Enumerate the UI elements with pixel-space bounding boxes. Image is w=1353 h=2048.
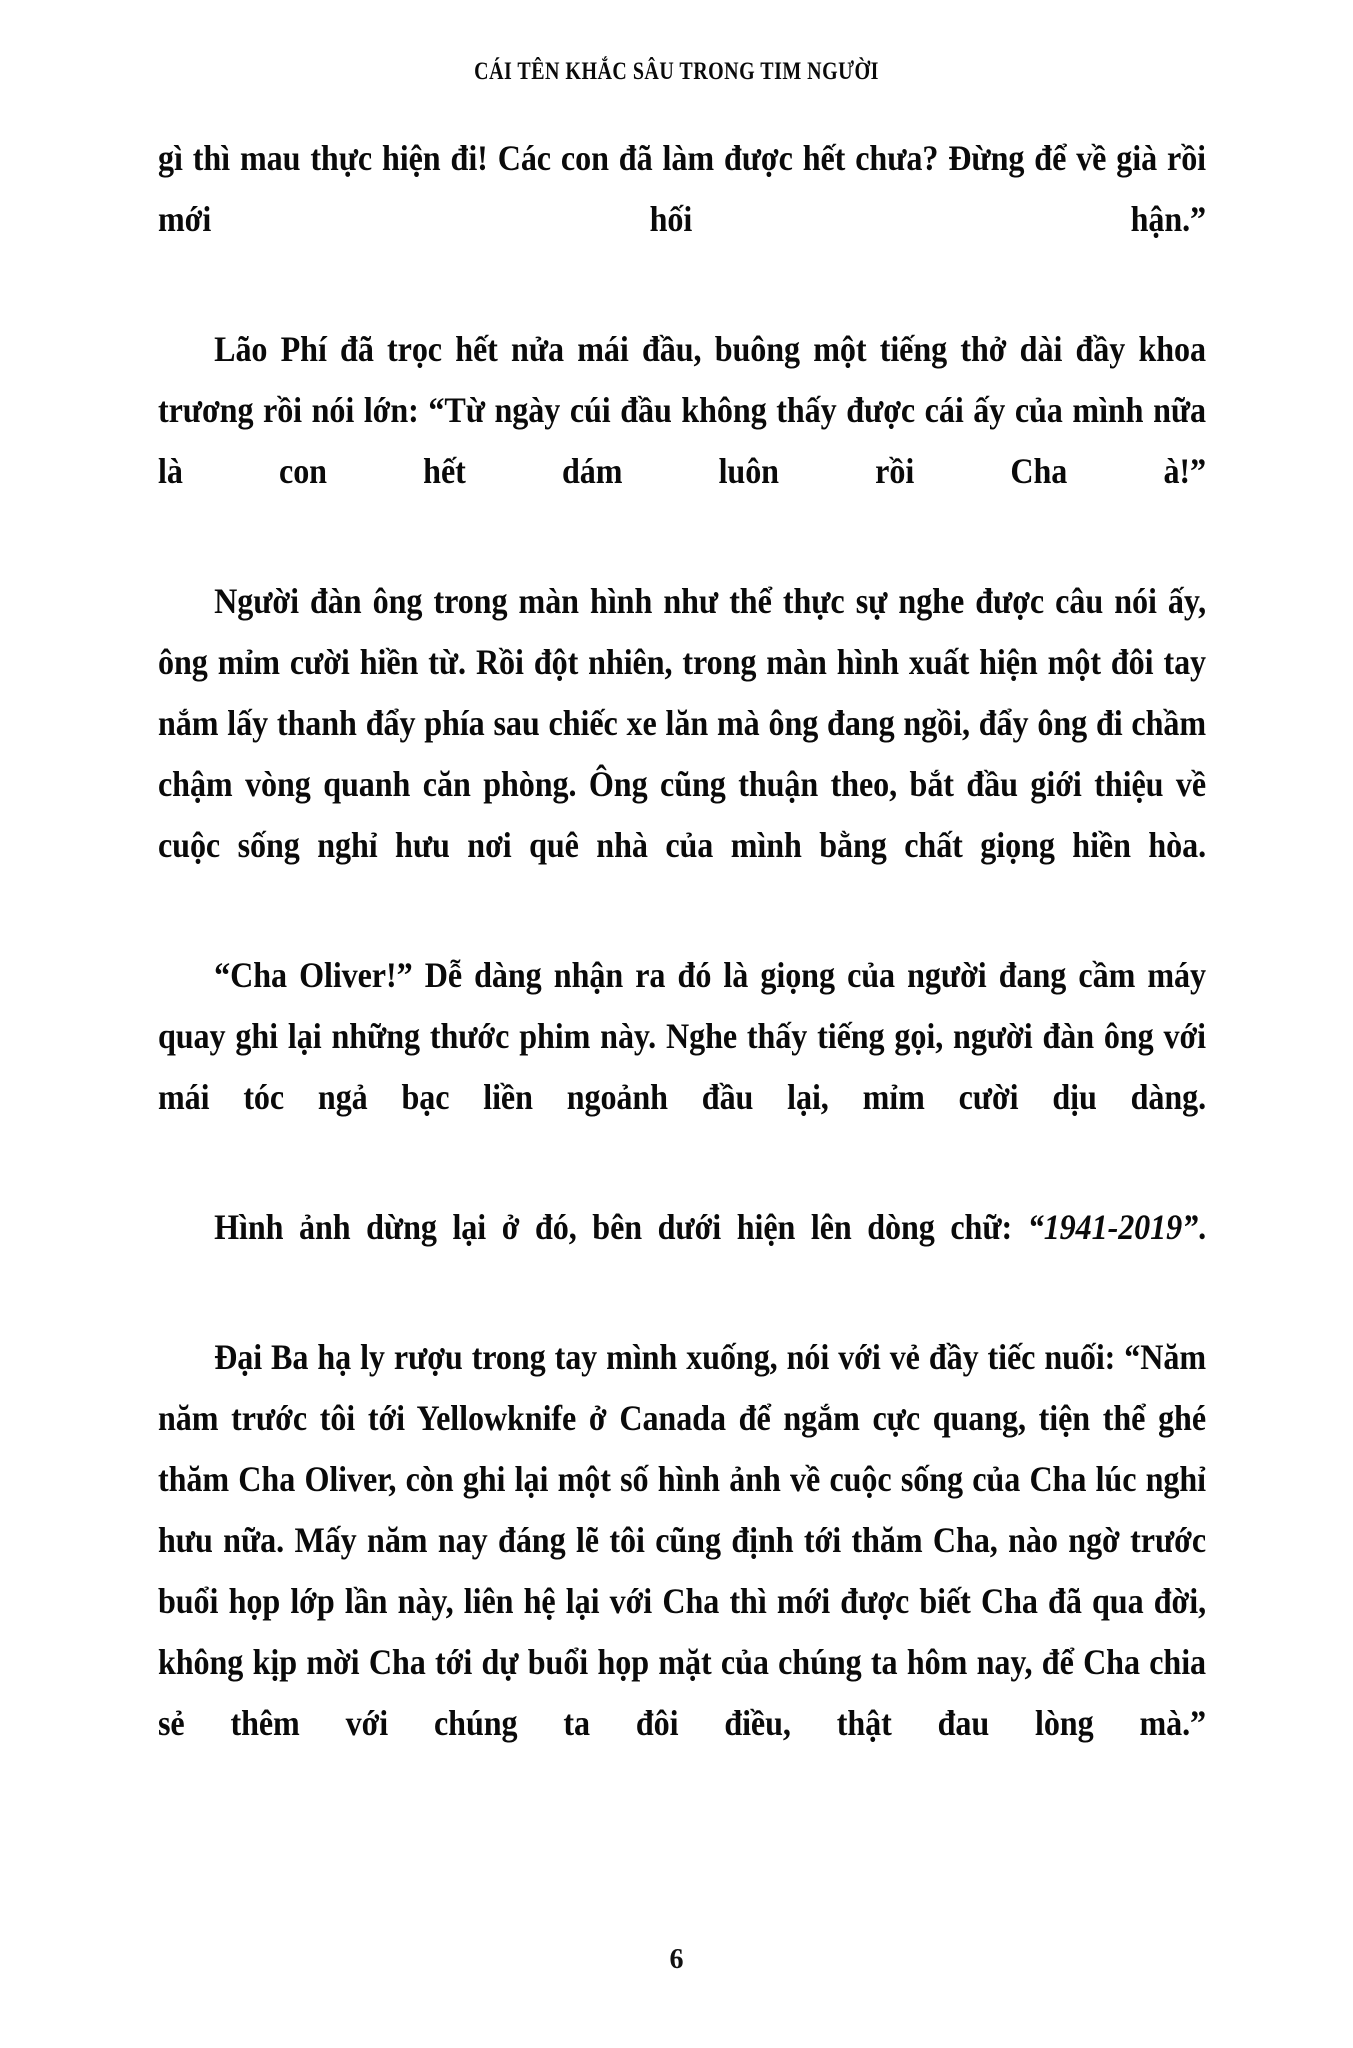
- body-text-block: [158, 128, 1206, 1815]
- page-number: 6: [669, 1944, 684, 1975]
- film-date-caption: “1941-2019”: [1027, 1207, 1199, 1247]
- running-head: CÁI TÊN KHẮC SÂU TRONG TIM NGƯỜI: [474, 58, 879, 85]
- paragraph-1: gì thì mau thực hiện đi! Các con đã làm được hết chưa? Đừng để về già rồi mới hối hận.”: [158, 138, 1207, 239]
- paragraph-3: Người đàn ông trong màn hình như thể thực sự nghe được câu nói ấy, ông mỉm cười hiền từ. Rồi đột nhiên, trong màn hình xuất hiện một đôi tay nắm lấy thanh đẩy phía sau chiếc xe lăn mà ông đang ngồi, đẩy ông đi chầm chậm vòng quanh căn phòng. Ông cũng thuận theo, bắt đầu giới thiệu về cuộc sống nghỉ hưu nơi quê nhà của mình bằng chất giọng hiền hòa.: [158, 581, 1207, 865]
- paragraph-5-tail: .: [1198, 1207, 1207, 1247]
- paragraph-4: “Cha Oliver!” Dễ dàng nhận ra đó là giọng của người đang cầm máy quay ghi lại những thước phim này. Nghe thấy tiếng gọi, người đàn ông với mái tóc ngả bạc liền ngoảnh đầu lại, mỉm cười dịu dàng.: [158, 955, 1207, 1117]
- paragraph-5-lead: Hình ảnh dừng lại ở đó, bên dưới hiện lên dòng chữ:: [214, 1207, 1028, 1247]
- paragraph-2: Lão Phí đã trọc hết nửa mái đầu, buông một tiếng thở dài đầy khoa trương rồi nói lớn: “Từ ngày cúi đầu không thấy được cái ấy của mình nữa là con hết dám luôn rồi Cha à!”: [158, 329, 1207, 491]
- paragraph-5: [158, 1197, 1206, 1319]
- paragraph-6: Đại Ba hạ ly rượu trong tay mình xuống, nói với vẻ đầy tiếc nuối: “Năm năm trước tôi tới Yellowknife ở Canada để ngắm cực quang, tiện thể ghé thăm Cha Oliver, còn ghi lại một số hình ảnh về cuộc sống của Cha lúc nghỉ hưu nữa. Mấy năm nay đáng lẽ tôi cũng định tới thăm Cha, nào ngờ trước buổi họp lớp lần này, liên hệ lại với Cha thì mới được biết Cha đã qua đời, không kịp mời Cha tới dự buổi họp mặt của chúng ta hôm nay, để Cha chia sẻ thêm với chúng ta đôi điều, thật đau lòng mà.”: [158, 1337, 1207, 1743]
